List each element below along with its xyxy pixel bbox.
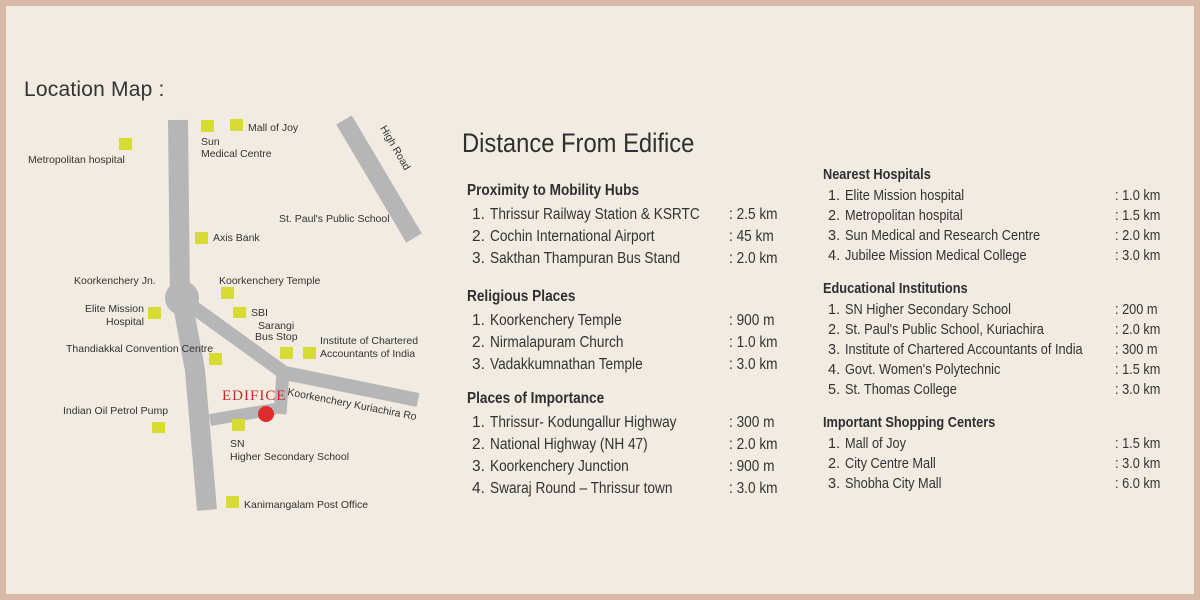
kuriachira-road-label: Koorkenchery Kuriachira Ro (286, 386, 418, 424)
label-indian-oil: Indian Oil Petrol Pump (63, 405, 169, 417)
list-item (823, 342, 1173, 362)
item-distance: : 2.0 km (729, 436, 778, 453)
marker-kanimangalam (226, 496, 239, 508)
item-name: Institute of Chartered Accountants of India (845, 342, 1083, 358)
section-shopping-centers (823, 415, 1173, 496)
list-item (823, 302, 1173, 322)
koorkenchery-junction-circle (165, 281, 199, 315)
section-title: Important Shopping Centers (823, 415, 996, 431)
item-name: Shobha City Mall (845, 476, 942, 492)
item-distance: : 2.0 km (1115, 322, 1161, 338)
item-name: Nirmalapuram Church (490, 334, 624, 351)
label-elite-mission-2: Hospital (106, 316, 144, 328)
road-main-north (178, 120, 180, 300)
item-num: 3. (472, 250, 485, 267)
item-num: 4. (828, 362, 841, 378)
marker-mall-of-joy (230, 119, 243, 131)
item-distance: : 300 m (729, 414, 775, 431)
item-distance: : 300 m (1115, 342, 1158, 358)
item-name: Cochin International Airport (490, 228, 655, 245)
section-title: Nearest Hospitals (823, 167, 931, 183)
item-num: 3. (828, 228, 841, 244)
item-name: Koorkenchery Junction (490, 458, 629, 475)
item-num: 1. (828, 188, 841, 204)
item-distance: : 45 km (729, 228, 774, 245)
list-item (467, 356, 797, 378)
list-item (467, 480, 797, 502)
list-item (467, 206, 797, 228)
item-distance: : 3.0 km (1115, 248, 1161, 264)
item-distance: : 3.0 km (729, 356, 778, 373)
section-religious-places (467, 288, 797, 378)
label-axis-bank: Axis Bank (213, 232, 260, 244)
high-road-label: High Road (377, 123, 413, 173)
list-item (467, 436, 797, 458)
list-item (823, 436, 1173, 456)
item-distance: : 1.0 km (729, 334, 778, 351)
list-item (467, 414, 797, 436)
item-distance: : 900 m (729, 458, 775, 475)
item-name: SN Higher Secondary School (845, 302, 1011, 318)
item-num: 2. (828, 456, 841, 472)
label-koorkenchery-temple: Koorkenchery Temple (219, 275, 321, 287)
list-item (823, 188, 1173, 208)
list-item (823, 382, 1173, 402)
label-institute-2: Accountants of India (320, 348, 416, 360)
item-num: 5. (828, 382, 841, 398)
marker-koorkenchery-temple (221, 287, 234, 299)
item-num: 3. (472, 356, 485, 373)
item-distance: : 200 m (1115, 302, 1158, 318)
label-elite-mission-1: Elite Mission (85, 303, 144, 315)
section-title: Religious Places (467, 288, 576, 305)
item-name: Swaraj Round – Thrissur town (490, 480, 673, 497)
item-distance: : 3.0 km (729, 480, 778, 497)
label-sun-medical-2: Medical Centre (201, 148, 272, 160)
label-sarangi-1: Sarangi (258, 320, 295, 332)
item-num: 1. (472, 414, 485, 431)
map-title: Location Map : (24, 78, 165, 101)
item-num: 2. (472, 228, 485, 245)
item-num: 3. (472, 458, 485, 475)
item-distance: : 2.5 km (729, 206, 778, 223)
label-kanimangalam: Kanimangalam Post Office (244, 499, 369, 511)
place-markers (119, 119, 316, 508)
label-sn-school-2: Higher Secondary School (230, 451, 350, 463)
item-distance: : 6.0 km (1115, 476, 1161, 492)
label-sarangi-2: Bus Stop (255, 331, 298, 343)
item-name: Koorkenchery Temple (490, 312, 622, 329)
item-distance: : 3.0 km (1115, 382, 1161, 398)
label-metropolitan: Metropolitan hospital (28, 154, 125, 166)
item-num: 1. (472, 206, 485, 223)
marker-sun-medical (201, 120, 214, 132)
item-distance: : 1.5 km (1115, 208, 1161, 224)
list-item (823, 456, 1173, 476)
section-title: Proximity to Mobility Hubs (467, 182, 640, 199)
item-distance: : 3.0 km (1115, 456, 1161, 472)
list-item (823, 322, 1173, 342)
item-num: 1. (472, 312, 485, 329)
item-num: 2. (472, 334, 485, 351)
marker-indian-oil (152, 422, 165, 433)
item-num: 2. (828, 208, 841, 224)
item-name: St. Thomas College (845, 382, 957, 398)
label-koorkenchery-jn: Koorkenchery Jn. (74, 275, 156, 287)
marker-institute (303, 347, 316, 359)
marker-axis-bank (195, 232, 208, 244)
list-item (823, 362, 1173, 382)
item-num: 3. (828, 476, 841, 492)
label-mall-of-joy: Mall of Joy (248, 122, 299, 134)
label-sun-medical-1: Sun (201, 136, 220, 148)
list-item (823, 228, 1173, 248)
label-thandiakkal: Thandiakkal Convention Centre (66, 343, 214, 355)
list-item (467, 334, 797, 356)
item-name: City Centre Mall (845, 456, 936, 472)
item-num: 1. (828, 302, 841, 318)
item-name: Mall of Joy (845, 436, 906, 452)
item-name: National Highway (NH 47) (490, 436, 648, 453)
item-num: 2. (828, 322, 841, 338)
list-item (467, 228, 797, 250)
item-num: 3. (828, 342, 841, 358)
marker-sbi (233, 307, 246, 318)
list-item (823, 476, 1173, 496)
item-distance: : 1.5 km (1115, 362, 1161, 378)
list-item (823, 248, 1173, 268)
item-distance: : 1.0 km (1115, 188, 1161, 204)
item-name: Thrissur Railway Station & KSRTC (490, 206, 700, 223)
item-distance: : 1.5 km (1115, 436, 1161, 452)
item-name: Sun Medical and Research Centre (845, 228, 1041, 244)
edifice-marker (258, 406, 274, 422)
distance-title: Distance From Edifice (462, 128, 695, 158)
item-distance: : 900 m (729, 312, 775, 329)
edifice-label: EDIFICE (222, 388, 287, 404)
item-num: 4. (828, 248, 841, 264)
item-distance: : 2.0 km (729, 250, 778, 267)
marker-sn-school (232, 419, 245, 431)
item-name: Metropolitan hospital (845, 208, 963, 224)
section-places-of-importance (467, 390, 797, 502)
item-name: Sakthan Thampuran Bus Stand (490, 250, 681, 267)
label-institute-1: Institute of Chartered (320, 335, 419, 347)
item-name: Elite Mission hospital (845, 188, 965, 204)
label-sn-school-1: SN (230, 438, 245, 450)
label-sbi: SBI (251, 307, 268, 319)
marker-sarangi (280, 347, 293, 359)
section-educational-institutions (823, 281, 1173, 402)
section-title: Places of Importance (467, 390, 605, 407)
item-name: St. Paul's Public School, Kuriachira (845, 322, 1044, 338)
label-st-pauls: St. Paul's Public School (279, 213, 390, 225)
item-num: 2. (472, 436, 485, 453)
section-nearest-hospitals (823, 167, 1173, 268)
section-title: Educational Institutions (823, 281, 968, 297)
section-mobility-hubs (467, 182, 797, 272)
marker-metropolitan (119, 138, 132, 150)
item-name: Thrissur- Kodungallur Highway (490, 414, 677, 431)
item-distance: : 2.0 km (1115, 228, 1161, 244)
item-num: 1. (828, 436, 841, 452)
item-name: Jubilee Mission Medical College (845, 248, 1027, 264)
list-item (467, 250, 797, 272)
list-item (467, 312, 797, 334)
list-item (823, 208, 1173, 228)
item-name: Govt. Women's Polytechnic (845, 362, 1001, 378)
marker-elite-mission (148, 307, 161, 319)
item-name: Vadakkumnathan Temple (490, 356, 643, 373)
item-num: 4. (472, 480, 485, 497)
list-item (467, 458, 797, 480)
road-main-south (182, 300, 207, 510)
